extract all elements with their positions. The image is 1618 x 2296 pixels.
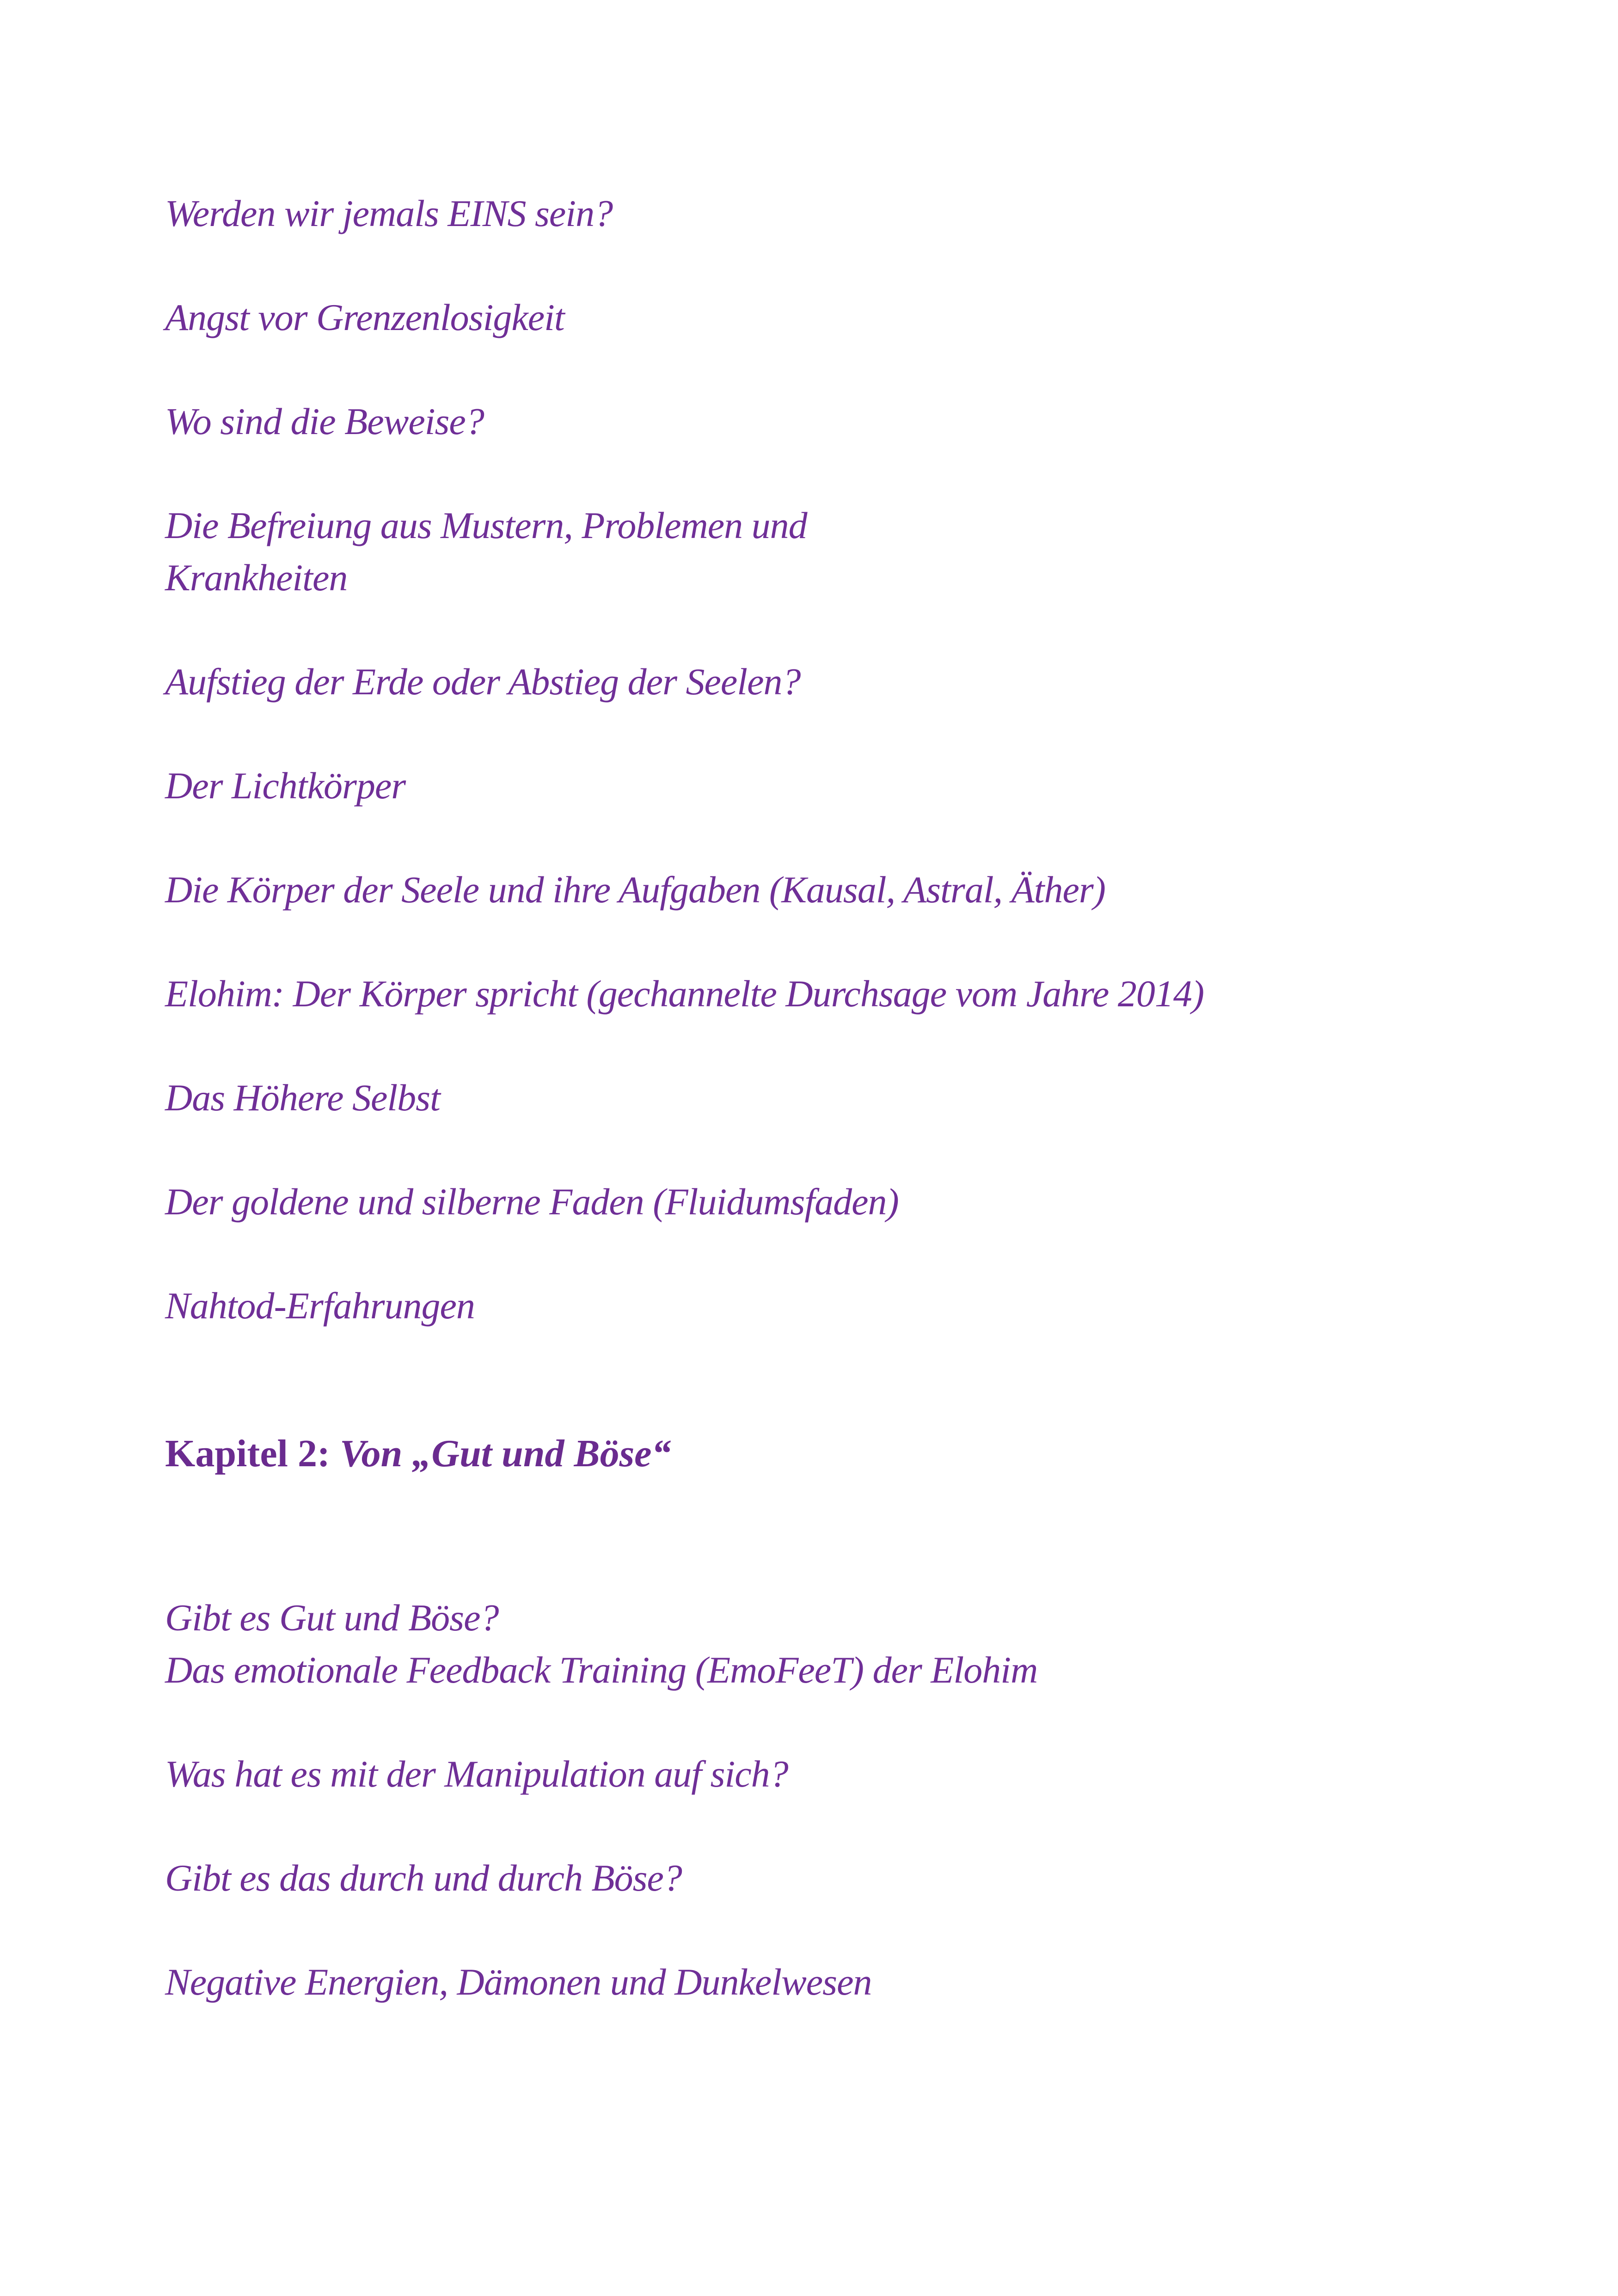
toc-entry: Gibt es Gut und Böse? bbox=[165, 1597, 499, 1639]
toc-entry: Der goldene und silberne Faden (Fluidumsfaden) bbox=[165, 1181, 899, 1223]
toc-entry-continuation: Krankheiten bbox=[165, 557, 348, 599]
toc-entry: Gibt es das durch und durch Böse? bbox=[165, 1857, 682, 1899]
toc-entry: Was hat es mit der Manipulation auf sich? bbox=[165, 1753, 788, 1795]
toc-entry: Aufstieg der Erde oder Abstieg der Seelen? bbox=[165, 661, 801, 703]
toc-entry: Werden wir jemals EINS sein? bbox=[165, 192, 613, 234]
toc-entry: Nahtod-Erfahrungen bbox=[165, 1285, 475, 1327]
toc-entry: Das emotionale Feedback Training (EmoFeeT) der Elohim bbox=[165, 1649, 1038, 1691]
toc-entry: Elohim: Der Körper spricht (gechannelte Durchsage vom Jahre 2014) bbox=[165, 973, 1204, 1015]
toc-entry: Wo sind die Beweise? bbox=[165, 400, 484, 442]
chapter-title: Von „Gut und Böse“ bbox=[339, 1432, 671, 1475]
toc-entry: Die Befreiung aus Mustern, Problemen und bbox=[165, 504, 807, 546]
chapter-label: Kapitel 2: bbox=[165, 1432, 330, 1475]
toc-entry: Angst vor Grenzenlosigkeit bbox=[165, 296, 564, 338]
toc-entry: Negative Energien, Dämonen und Dunkelwesen bbox=[165, 1961, 872, 2003]
toc-entry: Der Lichtkörper bbox=[165, 765, 406, 807]
chapter-heading bbox=[165, 1427, 671, 1480]
toc-entry: Die Körper der Seele und ihre Aufgaben (Kausal, Astral, Äther) bbox=[165, 869, 1106, 911]
toc-entry: Das Höhere Selbst bbox=[165, 1077, 440, 1119]
